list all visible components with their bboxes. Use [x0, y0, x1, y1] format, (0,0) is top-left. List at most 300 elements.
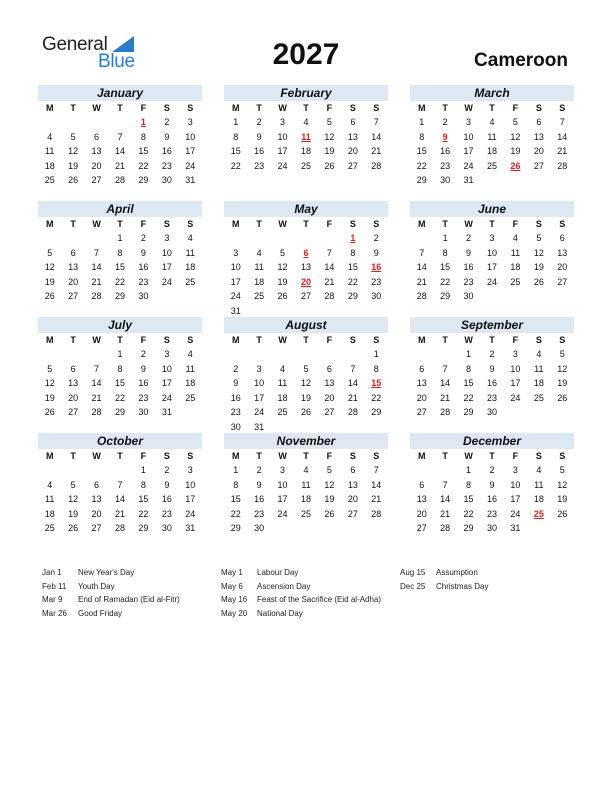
- weekday-header: M: [45, 451, 54, 461]
- month-days-grid: [38, 449, 202, 536]
- month-march: [410, 85, 574, 188]
- day-cell: 11: [534, 479, 544, 490]
- day-empty: [108, 463, 131, 478]
- day-cell: 24: [463, 160, 474, 171]
- month-title: January: [38, 85, 202, 101]
- day-cell: 27: [324, 407, 335, 417]
- day-cell: 5: [70, 131, 76, 142]
- weekday-header: W: [464, 335, 473, 345]
- weekday-header: T: [256, 451, 262, 461]
- day-cell: 3: [256, 363, 262, 374]
- day-cell: 22: [463, 508, 474, 519]
- month-days-grid: [410, 333, 574, 420]
- day-cell: 8: [350, 247, 356, 258]
- day-cell: 6: [559, 233, 565, 243]
- day-empty: [85, 115, 108, 130]
- day-cell: 17: [486, 262, 497, 272]
- day-cell: 13: [347, 131, 358, 142]
- weekday-header: T: [303, 219, 309, 229]
- day-empty: [61, 463, 84, 478]
- day-cell: 2: [256, 465, 262, 475]
- weekday-header: T: [70, 451, 76, 461]
- day-cell: 29: [114, 291, 125, 301]
- day-cell: 5: [326, 465, 332, 475]
- day-cell: 27: [557, 276, 568, 287]
- day-cell: 17: [161, 262, 172, 272]
- holiday-date: May 1: [221, 568, 243, 577]
- month-days-grid: [410, 101, 574, 188]
- holiday-date: May 20: [221, 608, 248, 618]
- month-title: June: [410, 201, 574, 217]
- day-cell: 23: [230, 407, 241, 417]
- holiday-item: [221, 580, 381, 594]
- day-cell: 4: [187, 349, 193, 359]
- day-cell: 25: [533, 392, 544, 403]
- day-cell: 24: [185, 160, 196, 171]
- holiday-name: Feast of the Sacrifice (Eid al-Adha): [257, 595, 382, 604]
- day-cell: 18: [486, 146, 497, 156]
- day-cell: 31: [230, 305, 241, 316]
- day-cell: 10: [161, 363, 172, 374]
- day-cell: 8: [419, 131, 425, 142]
- day-cell: 3: [164, 233, 170, 243]
- day-cell: 9: [233, 378, 239, 388]
- day-cell: 6: [70, 247, 76, 258]
- day-empty: [85, 463, 108, 478]
- weekday-header: S: [559, 451, 566, 461]
- weekday-header: F: [140, 335, 147, 345]
- weekday-header: S: [163, 103, 170, 113]
- day-cell: 12: [277, 262, 288, 272]
- month-days-grid: [410, 217, 574, 304]
- day-cell: 9: [140, 247, 146, 258]
- month-august: [224, 317, 388, 434]
- holiday-date: Aug 15: [400, 568, 426, 577]
- day-cell: 16: [138, 378, 149, 388]
- day-cell: 10: [161, 247, 172, 258]
- day-cell: 29: [138, 523, 149, 533]
- day-cell: 2: [489, 465, 495, 475]
- day-empty: [433, 347, 456, 362]
- day-cell: 7: [442, 363, 448, 374]
- day-cell: 8: [466, 479, 472, 490]
- day-cell: 12: [557, 479, 568, 490]
- day-empty: [318, 347, 341, 362]
- day-cell: 16: [161, 146, 172, 156]
- day-cell: 10: [254, 378, 265, 388]
- day-holiday: 1: [140, 117, 146, 127]
- day-cell: 29: [347, 291, 358, 301]
- day-cell: 22: [138, 508, 149, 519]
- day-cell: 3: [489, 233, 495, 243]
- day-cell: 5: [70, 479, 76, 490]
- day-cell: 19: [324, 494, 335, 504]
- day-cell: 1: [442, 233, 448, 243]
- day-cell: 27: [416, 523, 427, 533]
- day-cell: 11: [534, 363, 544, 374]
- month-december: [410, 433, 574, 536]
- weekday-header: F: [326, 219, 333, 229]
- day-cell: 10: [185, 479, 196, 490]
- day-cell: 14: [347, 378, 358, 388]
- day-cell: 1: [233, 117, 239, 127]
- month-title: March: [410, 85, 574, 101]
- weekday-header: S: [373, 335, 380, 345]
- day-cell: 29: [371, 407, 382, 417]
- day-cell: 13: [416, 494, 427, 504]
- weekday-header: F: [326, 451, 333, 461]
- day-cell: 24: [254, 407, 265, 417]
- day-cell: 15: [463, 378, 474, 388]
- weekday-header: S: [373, 451, 380, 461]
- day-cell: 20: [557, 262, 568, 272]
- day-holiday: 16: [371, 262, 382, 272]
- day-cell: 21: [91, 392, 102, 403]
- weekday-header: T: [256, 219, 262, 229]
- day-cell: 22: [440, 276, 451, 287]
- month-days-grid: [38, 333, 202, 420]
- day-cell: 26: [277, 291, 288, 301]
- day-cell: 19: [44, 276, 55, 287]
- day-cell: 22: [114, 276, 125, 287]
- day-cell: 5: [536, 233, 542, 243]
- day-cell: 15: [114, 262, 125, 272]
- day-cell: 13: [324, 378, 335, 388]
- day-cell: 15: [230, 146, 241, 156]
- day-cell: 12: [44, 262, 55, 272]
- day-cell: 8: [442, 247, 448, 258]
- weekday-header: S: [187, 335, 194, 345]
- day-cell: 2: [164, 465, 170, 475]
- day-cell: 17: [277, 494, 288, 504]
- day-cell: 29: [114, 407, 125, 417]
- weekday-header: T: [442, 451, 448, 461]
- day-cell: 10: [277, 479, 288, 490]
- day-cell: 26: [557, 392, 568, 403]
- day-cell: 6: [94, 131, 100, 142]
- holiday-name: New Year's Day: [78, 568, 135, 577]
- weekday-header: W: [278, 451, 287, 461]
- month-july: [38, 317, 202, 420]
- day-cell: 13: [68, 378, 79, 388]
- day-cell: 3: [187, 117, 193, 127]
- day-cell: 18: [300, 146, 311, 156]
- day-cell: 14: [371, 131, 382, 142]
- day-cell: 9: [489, 363, 495, 374]
- day-cell: 23: [440, 160, 451, 171]
- weekday-header: S: [535, 219, 542, 229]
- weekday-header: M: [231, 451, 240, 461]
- day-cell: 18: [185, 262, 196, 272]
- day-cell: 24: [161, 392, 172, 403]
- day-empty: [247, 231, 270, 246]
- day-empty: [224, 231, 247, 246]
- day-cell: 14: [91, 262, 102, 272]
- weekday-header: T: [70, 103, 76, 113]
- weekday-header: T: [489, 451, 495, 461]
- month-april: [38, 201, 202, 304]
- day-cell: 20: [533, 146, 544, 156]
- day-cell: 15: [114, 378, 125, 388]
- logo-text-general: General: [42, 34, 108, 55]
- day-cell: 17: [254, 392, 265, 403]
- holiday-date: Dec 25: [400, 581, 426, 591]
- day-cell: 5: [47, 247, 53, 258]
- day-cell: 5: [47, 363, 53, 374]
- day-cell: 26: [68, 175, 79, 185]
- month-title: May: [224, 201, 388, 217]
- day-cell: 16: [230, 392, 241, 403]
- day-cell: 30: [138, 407, 149, 417]
- day-empty: [38, 231, 61, 246]
- day-cell: 18: [254, 276, 265, 287]
- day-cell: 1: [140, 465, 146, 475]
- day-cell: 23: [161, 160, 172, 171]
- day-cell: 10: [463, 131, 474, 142]
- day-empty: [38, 115, 61, 130]
- day-cell: 11: [301, 479, 311, 490]
- day-cell: 4: [47, 131, 53, 142]
- day-cell: 21: [440, 508, 451, 519]
- logo-text-blue: Blue: [98, 51, 135, 72]
- month-title: July: [38, 317, 202, 333]
- day-cell: 22: [463, 392, 474, 403]
- day-cell: 18: [44, 508, 55, 519]
- day-cell: 22: [347, 276, 358, 287]
- month-days-grid: [410, 449, 574, 536]
- day-cell: 11: [487, 131, 497, 142]
- day-cell: 7: [350, 363, 356, 374]
- day-cell: 17: [463, 146, 474, 156]
- weekday-header: S: [163, 451, 170, 461]
- day-cell: 19: [533, 262, 544, 272]
- month-days-grid: [38, 217, 202, 304]
- day-cell: 10: [230, 262, 241, 272]
- day-cell: 27: [91, 523, 102, 533]
- day-cell: 30: [371, 291, 382, 301]
- day-cell: 8: [233, 479, 239, 490]
- weekday-header: T: [117, 103, 123, 113]
- day-cell: 4: [512, 233, 518, 243]
- day-cell: 23: [138, 392, 149, 403]
- country-name: Cameroon: [474, 50, 568, 71]
- weekday-header: T: [256, 103, 262, 113]
- day-cell: 30: [161, 175, 172, 185]
- day-cell: 13: [68, 262, 79, 272]
- day-cell: 28: [440, 523, 451, 533]
- weekday-header: M: [231, 219, 240, 229]
- day-cell: 9: [140, 363, 146, 374]
- day-cell: 22: [138, 160, 149, 171]
- day-cell: 19: [277, 276, 288, 287]
- holiday-item: [221, 566, 381, 580]
- day-cell: 18: [300, 494, 311, 504]
- day-cell: 25: [254, 291, 265, 301]
- weekday-header: T: [442, 219, 448, 229]
- day-cell: 12: [533, 247, 544, 258]
- day-cell: 15: [463, 494, 474, 504]
- day-cell: 29: [230, 523, 241, 533]
- day-cell: 12: [44, 378, 55, 388]
- day-cell: 12: [324, 479, 335, 490]
- day-cell: 4: [536, 465, 542, 475]
- day-cell: 27: [347, 508, 358, 519]
- weekday-header: M: [45, 335, 54, 345]
- day-empty: [433, 463, 456, 478]
- day-cell: 21: [557, 146, 568, 156]
- holiday-date: Mar 26: [42, 608, 67, 618]
- day-cell: 8: [140, 131, 146, 142]
- weekday-header: T: [70, 335, 76, 345]
- day-holiday: 9: [442, 131, 448, 142]
- day-cell: 9: [164, 479, 170, 490]
- weekday-header: T: [303, 451, 309, 461]
- day-cell: 28: [114, 523, 125, 533]
- day-cell: 4: [256, 247, 262, 258]
- day-cell: 5: [512, 117, 518, 127]
- day-cell: 14: [114, 146, 125, 156]
- day-cell: 21: [114, 508, 125, 519]
- day-cell: 2: [373, 233, 379, 243]
- day-cell: 15: [416, 146, 427, 156]
- month-title: April: [38, 201, 202, 217]
- day-cell: 4: [489, 117, 495, 127]
- day-cell: 6: [94, 479, 100, 490]
- day-empty: [38, 347, 61, 362]
- day-cell: 9: [489, 479, 495, 490]
- day-cell: 1: [233, 465, 239, 475]
- day-cell: 25: [300, 508, 311, 519]
- day-empty: [85, 231, 108, 246]
- day-cell: 21: [440, 392, 451, 403]
- day-cell: 26: [533, 276, 544, 287]
- weekday-header: S: [163, 335, 170, 345]
- weekday-header: W: [464, 451, 473, 461]
- weekday-header: M: [417, 451, 426, 461]
- holiday-name: Youth Day: [78, 581, 115, 591]
- page-title-year: 2027: [272, 38, 340, 71]
- day-cell: 28: [114, 175, 125, 185]
- day-cell: 20: [347, 146, 358, 156]
- day-cell: 31: [254, 421, 265, 432]
- day-empty: [341, 347, 364, 362]
- day-cell: 13: [557, 247, 568, 258]
- weekday-header: S: [187, 219, 194, 229]
- day-cell: 1: [466, 349, 472, 359]
- weekday-header: W: [278, 103, 287, 113]
- day-empty: [294, 231, 317, 246]
- month-october: [38, 433, 202, 536]
- weekday-header: T: [442, 103, 448, 113]
- day-cell: 31: [510, 523, 521, 533]
- weekday-header: M: [417, 103, 426, 113]
- weekday-header: M: [45, 103, 54, 113]
- day-cell: 10: [277, 131, 288, 142]
- day-cell: 21: [347, 392, 358, 403]
- weekday-header: M: [231, 335, 240, 345]
- day-cell: 10: [510, 363, 521, 374]
- day-cell: 23: [161, 508, 172, 519]
- day-cell: 25: [510, 276, 521, 287]
- weekday-header: W: [92, 103, 101, 113]
- weekday-header: F: [512, 219, 519, 229]
- day-empty: [410, 463, 433, 478]
- weekday-header: T: [303, 335, 309, 345]
- holiday-name: Assumption: [436, 568, 478, 577]
- day-cell: 20: [91, 508, 102, 519]
- day-empty: [271, 347, 294, 362]
- weekday-header: S: [373, 103, 380, 113]
- day-cell: 16: [440, 146, 451, 156]
- day-cell: 20: [416, 392, 427, 403]
- day-cell: 3: [512, 349, 518, 359]
- day-cell: 19: [324, 146, 335, 156]
- day-cell: 26: [300, 407, 311, 417]
- weekday-header: S: [559, 219, 566, 229]
- day-empty: [318, 231, 341, 246]
- day-cell: 17: [161, 378, 172, 388]
- day-cell: 16: [254, 146, 265, 156]
- day-cell: 23: [254, 508, 265, 519]
- holiday-name: Labour Day: [257, 568, 299, 577]
- holiday-name: Christmas Day: [436, 581, 489, 591]
- day-cell: 21: [371, 146, 382, 156]
- day-cell: 30: [230, 421, 241, 432]
- day-empty: [294, 347, 317, 362]
- day-cell: 12: [324, 131, 335, 142]
- day-cell: 24: [510, 508, 521, 519]
- weekday-header: T: [256, 335, 262, 345]
- day-cell: 4: [536, 349, 542, 359]
- holiday-item: [42, 593, 180, 607]
- day-cell: 25: [300, 160, 311, 171]
- day-cell: 17: [510, 378, 521, 388]
- day-cell: 13: [91, 146, 102, 156]
- day-cell: 21: [371, 494, 382, 504]
- weekday-header: T: [117, 335, 123, 345]
- day-cell: 21: [416, 276, 427, 287]
- day-cell: 29: [463, 523, 474, 533]
- weekday-header: W: [278, 335, 287, 345]
- day-cell: 5: [280, 247, 286, 258]
- day-cell: 7: [117, 131, 123, 142]
- day-cell: 12: [557, 363, 568, 374]
- weekday-header: W: [92, 451, 101, 461]
- day-cell: 18: [44, 160, 55, 171]
- day-cell: 13: [300, 262, 311, 272]
- day-cell: 27: [416, 407, 427, 417]
- day-cell: 27: [68, 291, 79, 301]
- month-days-grid: [224, 217, 388, 318]
- weekday-header: S: [559, 103, 566, 113]
- day-cell: 14: [416, 262, 427, 272]
- holiday-column-3: [400, 566, 488, 593]
- holiday-column-2: [221, 566, 381, 620]
- day-cell: 30: [161, 523, 172, 533]
- weekday-header: S: [163, 219, 170, 229]
- day-cell: 2: [489, 349, 495, 359]
- holiday-item: [221, 593, 381, 607]
- month-days-grid: [38, 101, 202, 188]
- day-empty: [38, 463, 61, 478]
- weekday-header: W: [92, 335, 101, 345]
- weekday-header: F: [140, 219, 147, 229]
- day-cell: 4: [303, 465, 309, 475]
- day-cell: 14: [371, 479, 382, 490]
- day-cell: 10: [510, 479, 521, 490]
- holiday-item: [400, 566, 488, 580]
- weekday-header: S: [535, 451, 542, 461]
